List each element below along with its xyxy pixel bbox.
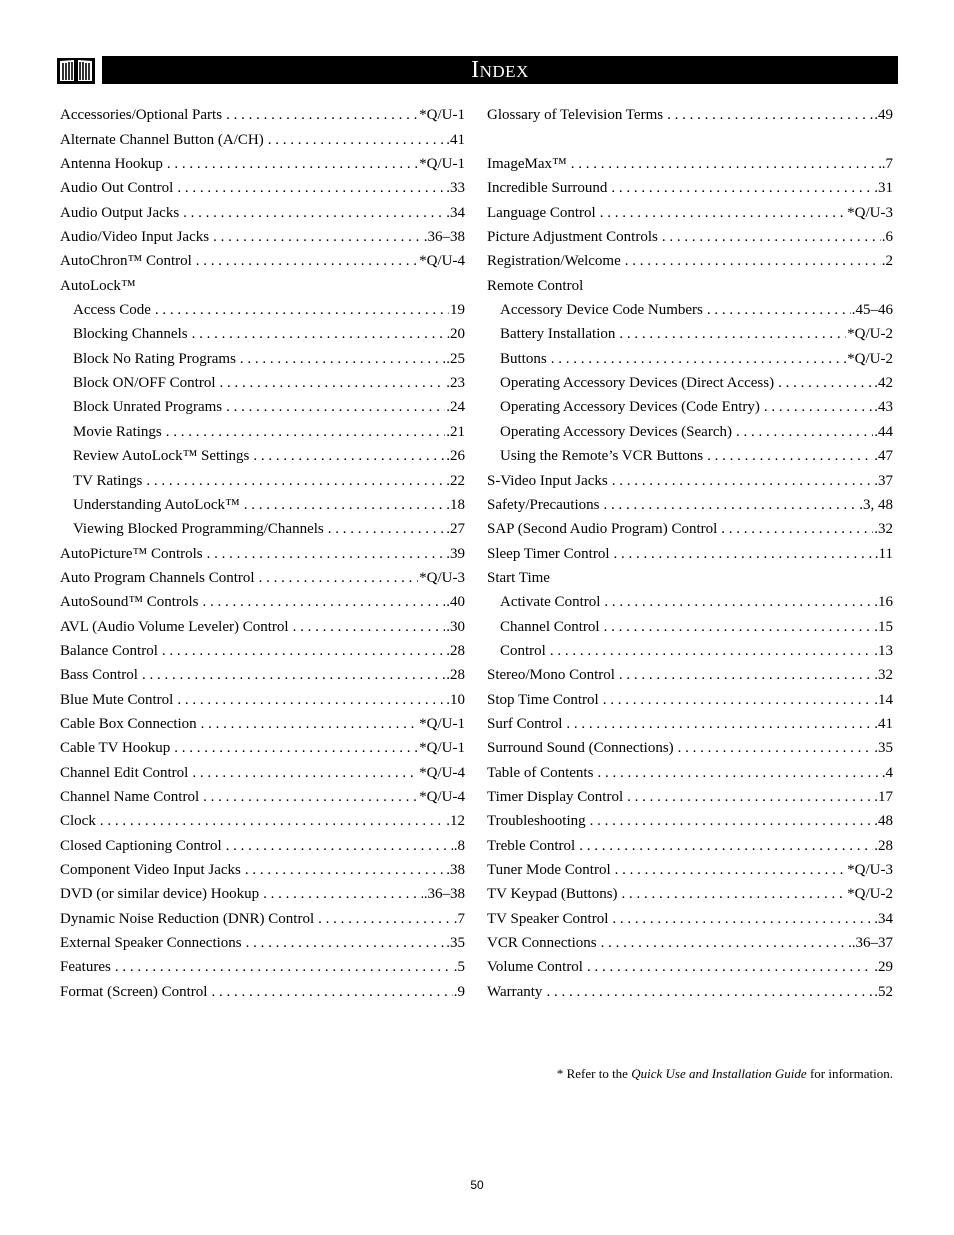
index-entry (487, 931, 893, 955)
index-entry (60, 541, 465, 565)
leader-dots (736, 420, 873, 444)
index-entry-label: Operating Accessory Devices (Direct Access) (500, 375, 775, 392)
index-entry (60, 298, 465, 322)
index-entry (487, 955, 893, 979)
index-entry-label: Buttons (500, 350, 547, 367)
leader-dots (601, 931, 851, 955)
index-entry-page: .9 (453, 983, 465, 1000)
leader-dots (115, 955, 453, 979)
index-entry-label: AutoChron™ Control (60, 253, 192, 270)
leader-dots (162, 639, 445, 663)
index-entry-page: .18 (446, 496, 465, 513)
leader-dots (166, 420, 446, 444)
index-entry-page: .26 (446, 448, 465, 465)
index-entry-label: Review AutoLock™ Settings (73, 448, 250, 465)
index-entry-page: .48 (874, 813, 893, 830)
index-entry-label: Channel Name Control (60, 788, 200, 805)
index-entry (60, 249, 465, 273)
leader-dots (146, 469, 445, 493)
leader-dots (600, 201, 846, 225)
index-entry-label: Features (60, 959, 111, 976)
index-entry (487, 419, 893, 443)
index-entry (60, 322, 465, 346)
index-entry (60, 444, 465, 468)
index-entry (487, 736, 893, 760)
index-title-bar (102, 56, 898, 84)
index-entry (60, 566, 465, 590)
index-entry-label: Audio Output Jacks (60, 204, 180, 221)
index-entry (60, 103, 465, 127)
leader-dots (203, 785, 418, 809)
index-entry-label: Incredible Surround (487, 180, 608, 197)
footnote-suffix: for information. (806, 1066, 893, 1081)
index-entry (60, 760, 465, 784)
index-entry-label: Safety/Precautions (487, 496, 600, 513)
leader-dots (662, 225, 881, 249)
index-entry-label: Viewing Blocked Programming/Channels (73, 521, 324, 538)
index-entry-label: Stop Time Control (487, 691, 599, 708)
index-entry (60, 979, 465, 1003)
index-entry (60, 931, 465, 955)
index-entry-page: .28 (446, 642, 465, 659)
index-entry-label: Alternate Channel Button (A/CH) (60, 131, 264, 148)
index-entry-page: .49 (874, 107, 893, 124)
leader-dots (778, 371, 873, 395)
index-entry-page: *Q/U-1 (419, 740, 465, 757)
index-entry-label: Using the Remote’s VCR Buttons (500, 448, 704, 465)
leader-dots (259, 566, 419, 590)
index-entry-page: .35 (446, 935, 465, 952)
index-entry-page: .8 (453, 837, 465, 854)
leader-dots (167, 152, 418, 176)
leader-dots (328, 517, 446, 541)
index-entry (487, 200, 893, 224)
leader-dots (202, 590, 445, 614)
index-entry-page: .42 (874, 375, 893, 392)
index-entry (60, 858, 465, 882)
index-entry (487, 517, 893, 541)
index-entry-label: Clock (60, 813, 96, 830)
index-entry (60, 882, 465, 906)
index-entry-label: Cable TV Hookup (60, 740, 171, 757)
index-entry (60, 225, 465, 249)
index-entry-page: .52 (874, 983, 893, 1000)
leader-dots (183, 201, 445, 225)
index-entry (60, 785, 465, 809)
index-entry-label: Language Control (487, 204, 596, 221)
index-entry (60, 955, 465, 979)
index-entry-label: Audio/Video Input Jacks (60, 229, 210, 246)
index-entry-label: Picture Adjustment Controls (487, 229, 658, 246)
index-entry (487, 322, 893, 346)
index-entry-label: Surround Sound (Connections) (487, 740, 674, 757)
index-entry-page: .15 (874, 618, 893, 635)
index-entry-page: .28 (446, 667, 465, 684)
leader-dots (604, 590, 873, 614)
index-entry-page: .35 (874, 740, 893, 757)
index-entry-page: .37 (874, 472, 893, 489)
index-entry-label: TV Ratings (73, 472, 143, 489)
index-entry-page: .5 (453, 959, 465, 976)
leader-dots (174, 736, 418, 760)
leader-dots (240, 347, 445, 371)
leader-dots (192, 322, 449, 346)
leader-dots (603, 688, 874, 712)
index-entry-page: .45–46 (851, 302, 893, 319)
index-entry (60, 273, 465, 297)
leader-dots (614, 542, 874, 566)
index-entry-label: Operating Accessory Devices (Search) (500, 423, 732, 440)
index-entry-page: .21 (446, 423, 465, 440)
index-entry-page: .4 (881, 764, 893, 781)
leader-dots (678, 736, 874, 760)
index-entry (487, 785, 893, 809)
index-entry-page: .25 (446, 350, 465, 367)
leader-dots (603, 493, 858, 517)
index-entry (60, 663, 465, 687)
leader-dots (142, 663, 445, 687)
index-entry (60, 687, 465, 711)
index-entry (487, 809, 893, 833)
index-entry-page: .14 (874, 691, 893, 708)
leader-dots (177, 176, 445, 200)
index-entry-label: AutoPicture™ Controls (60, 545, 203, 562)
index-entry (60, 176, 465, 200)
index-entry-label: Dynamic Noise Reduction (DNR) Control (60, 910, 315, 927)
index-entry-page: 20 (450, 326, 465, 343)
index-entry (487, 833, 893, 857)
leader-dots (100, 809, 445, 833)
index-entry (487, 590, 893, 614)
page-title: Index (471, 57, 529, 83)
index-entry (487, 882, 893, 906)
index-entry (60, 590, 465, 614)
leader-dots (612, 907, 873, 931)
leader-dots (566, 712, 873, 736)
index-entry (60, 371, 465, 395)
index-entry (487, 395, 893, 419)
index-entry-page: 19 (450, 302, 465, 319)
index-entry (487, 566, 893, 590)
index-entry-label: Tuner Mode Control (487, 862, 611, 878)
leader-dots (263, 882, 423, 906)
index-entry-label: Cable Box Connection (60, 715, 197, 732)
leader-dots (667, 103, 873, 127)
leader-dots (590, 809, 874, 833)
index-entry-label: Surf Control (487, 715, 563, 732)
footnote (557, 1066, 893, 1082)
footnote-prefix: * Refer to the (556, 1066, 632, 1081)
index-entry-page: .17 (874, 788, 893, 805)
index-entry (60, 493, 465, 517)
index-entry (487, 176, 893, 200)
leader-dots (318, 907, 453, 931)
index-entry-page: *Q/U-1 (419, 715, 465, 732)
index-entry-page: .29 (874, 959, 893, 976)
index-entry-label: Blue Mute Control (60, 691, 174, 708)
leader-dots (619, 322, 846, 346)
index-entry-page: .10 (446, 691, 465, 708)
leader-dots (201, 712, 419, 736)
leader-dots (245, 858, 445, 882)
index-entry (487, 639, 893, 663)
index-entry-label: Movie Ratings (73, 423, 162, 440)
book-icon (57, 56, 95, 84)
index-entry-page: .11 (874, 545, 893, 562)
leader-dots (253, 444, 445, 468)
index-entry-label: Volume Control (487, 959, 583, 976)
leader-dots (211, 980, 452, 1004)
index-entry (60, 906, 465, 930)
index-entry-label: Timer Display Control (487, 788, 624, 805)
index-entry-label: Accessory Device Code Numbers (500, 302, 703, 319)
index-entry-label: Format (Screen) Control (60, 983, 208, 1000)
index-entry-label: Operating Accessory Devices (Code Entry) (500, 399, 760, 416)
index-entry-label: Auto Program Channels Control (60, 569, 255, 586)
index-entry-label: Stereo/Mono Control (487, 667, 615, 684)
leader-dots (196, 249, 418, 273)
index-entry-label: Antenna Hookup (60, 156, 163, 173)
index-entry (60, 517, 465, 541)
leader-dots (604, 615, 874, 639)
index-entry-label: Component Video Input Jacks (60, 862, 241, 878)
index-entry-page: *Q/U-1 (419, 107, 465, 124)
index-entry-page: .32 (874, 521, 893, 538)
index-entry (487, 712, 893, 736)
index-entry-label: Activate Control (500, 594, 601, 611)
index-entry (487, 273, 893, 297)
leader-dots (220, 371, 446, 395)
leader-dots (622, 882, 847, 906)
index-entry-page: .43 (874, 399, 893, 416)
index-entry (60, 614, 465, 638)
index-entry (60, 468, 465, 492)
index-entry-page: .27 (446, 521, 465, 538)
leader-dots (764, 395, 873, 419)
leader-dots (207, 542, 446, 566)
index-entry-label: DVD (or similar device) Hookup (60, 886, 260, 903)
index-entry-label: AutoLock™ (60, 277, 136, 294)
index-entry-page: *Q/U-3 (419, 569, 465, 586)
index-entry-page: .2 (881, 253, 893, 270)
index-entry-page: *Q/U-2 (847, 350, 893, 367)
leader-dots (627, 785, 873, 809)
footnote-guide-title: Quick Use and Installation Guide (631, 1066, 807, 1081)
index-entry-page: *Q/U-4 (419, 764, 465, 781)
leader-dots (612, 469, 874, 493)
leader-dots (721, 517, 873, 541)
index-entry-page: .34 (874, 910, 893, 927)
index-entry (487, 298, 893, 322)
leader-dots (579, 834, 873, 858)
index-entry (487, 249, 893, 273)
index-entry (60, 809, 465, 833)
leader-dots (155, 298, 449, 322)
index-entry (487, 858, 893, 882)
index-entry-page: .44 (874, 423, 893, 440)
index-column-left (60, 103, 465, 1004)
index-entry-label: Table of Contents (487, 764, 594, 781)
index-entry-label: Block No Rating Programs (73, 350, 236, 367)
leader-dots (226, 395, 445, 419)
index-entry-label: Accessories/Optional Parts (60, 107, 223, 124)
leader-dots (226, 834, 453, 858)
leader-dots (246, 931, 446, 955)
index-entry-page: *Q/U-1 (419, 156, 465, 173)
index-entry-label: Sleep Timer Control (487, 545, 610, 562)
index-entry-page: *Q/U-4 (419, 788, 465, 805)
index-entry (60, 419, 465, 443)
index-entry-label: Treble Control (487, 837, 576, 854)
index-entry-page: .24 (446, 399, 465, 416)
index-entry-label: S-Video Input Jacks (487, 472, 608, 489)
index-entry-label: Blocking Channels (73, 326, 188, 343)
index-entry-label: Balance Control (60, 642, 158, 659)
index-entry (60, 127, 465, 151)
index-entry (487, 152, 893, 176)
index-entry-label: Bass Control (60, 667, 138, 684)
index-entry-page: .7 (881, 156, 893, 173)
index-entry-label: Battery Installation (500, 326, 616, 343)
index-entry-label: TV Keypad (Buttons) (487, 886, 618, 903)
index-entry (487, 468, 893, 492)
index-entry-page: *Q/U-4 (419, 253, 465, 270)
index-entry (487, 614, 893, 638)
index-entry-page: *Q/U-2 (847, 886, 893, 903)
leader-dots (597, 761, 880, 785)
index-entry (60, 639, 465, 663)
index-entry-page: .31 (874, 180, 893, 197)
index-entry (487, 103, 893, 127)
leader-dots (213, 225, 423, 249)
leader-dots (551, 347, 846, 371)
index-entry-label: Start Time (487, 569, 550, 586)
index-entry (487, 906, 893, 930)
leader-dots (611, 176, 873, 200)
leader-dots (707, 444, 873, 468)
index-entry-label: External Speaker Connections (60, 935, 242, 952)
index-entry-label: Glossary of Television Terms (487, 107, 664, 124)
leader-dots (244, 493, 445, 517)
leader-dots (550, 639, 873, 663)
index-entry-page: .28 (874, 837, 893, 854)
index-entry-label: Understanding AutoLock™ (73, 496, 240, 513)
leader-dots (546, 980, 873, 1004)
index-entry-page: .40 (446, 594, 465, 611)
index-entry (487, 541, 893, 565)
leader-dots (587, 955, 873, 979)
index-entry-label: Remote Control (487, 277, 584, 294)
index-entry-label: Closed Captioning Control (60, 837, 222, 854)
index-entry (487, 979, 893, 1003)
index-entry (60, 346, 465, 370)
index-entry-label: Block Unrated Programs (73, 399, 223, 416)
index-entry-label: Channel Edit Control (60, 764, 189, 781)
index-entry (60, 736, 465, 760)
index-entry-page: .3, 48 (859, 496, 893, 513)
index-entry (60, 395, 465, 419)
index-entry (487, 493, 893, 517)
index-entry-label: Troubleshooting (487, 813, 586, 830)
page-number: 50 (470, 1178, 484, 1192)
index-entry-label: Registration/Welcome (487, 253, 621, 270)
index-entry-page: .34 (446, 204, 465, 221)
index-entry-page: .38 (446, 862, 465, 878)
index-entry-label: VCR Connections (487, 935, 597, 952)
index-entry (487, 663, 893, 687)
index-entry (60, 200, 465, 224)
leader-dots (619, 663, 873, 687)
index-entry (487, 371, 893, 395)
index-entry-label: Audio Out Control (60, 180, 174, 197)
index-entry-page: .36–38 (423, 886, 465, 903)
index-entry-label: TV Speaker Control (487, 910, 609, 927)
index-entry-label: AutoSound™ Controls (60, 594, 199, 611)
index-entry-page: .6 (881, 229, 893, 246)
leader-dots (293, 615, 446, 639)
index-entry-page: *Q/U-3 (847, 204, 893, 221)
index-entry (487, 346, 893, 370)
index-entry (60, 833, 465, 857)
index-entry-page: .7 (453, 910, 465, 927)
index-entry (487, 760, 893, 784)
index-entry (487, 687, 893, 711)
index-entry-page: .32 (874, 667, 893, 684)
index-entry-page: .30 (446, 618, 465, 635)
leader-dots (615, 858, 847, 882)
index-entry-page: .36–38 (423, 229, 465, 246)
index-entry-page: *Q/U-2 (847, 326, 893, 343)
index-entry-page: .41 (874, 715, 893, 732)
index-entry-page: .12 (446, 813, 465, 830)
index-entry-page: .22 (446, 472, 465, 489)
index-entry-page: .16 (874, 594, 893, 611)
index-entry (60, 152, 465, 176)
index-column-right (487, 103, 893, 1004)
index-entry (487, 225, 893, 249)
index-entry-page: .23 (446, 375, 465, 392)
index-entry (60, 712, 465, 736)
leader-dots (226, 103, 418, 127)
index-entry-label: Control (500, 642, 546, 659)
index-entry (487, 444, 893, 468)
leader-dots (571, 152, 881, 176)
index-entry-label: AVL (Audio Volume Leveler) Control (60, 618, 289, 635)
index-entry-page: *Q/U-3 (847, 862, 893, 878)
leader-dots (625, 249, 881, 273)
leader-dots (177, 688, 445, 712)
leader-dots (192, 761, 418, 785)
index-entry-label: Channel Control (500, 618, 600, 635)
index-entry-page: .36–37 (851, 935, 893, 952)
index-entry-label: ImageMax™ (487, 156, 567, 173)
index-entry-label: Access Code (73, 302, 151, 319)
leader-dots (268, 128, 446, 152)
index-entry-page: .41 (446, 131, 465, 148)
leader-dots (707, 298, 851, 322)
index-entry-page: .33 (446, 180, 465, 197)
index-entry-label: Block ON/OFF Control (73, 375, 216, 392)
index-entry-label: Warranty (487, 983, 543, 1000)
index-entry-page: .13 (874, 642, 893, 659)
index-entry-label: SAP (Second Audio Program) Control (487, 521, 718, 538)
index-entry-page: .47 (874, 448, 893, 465)
index-entry-page: .39 (446, 545, 465, 562)
